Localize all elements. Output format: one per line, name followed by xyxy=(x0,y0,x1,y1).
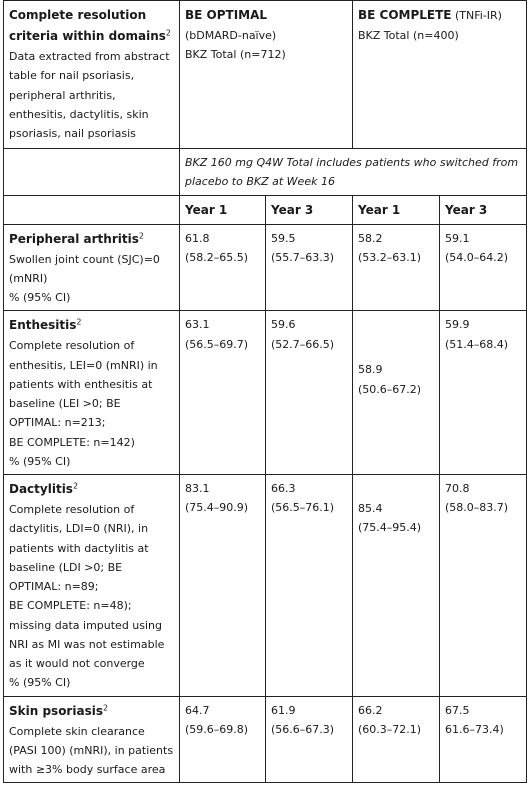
row-title: Skin psoriasis xyxy=(9,703,103,718)
value-ci: (51.4–68.4) xyxy=(445,337,509,351)
year-header: Year 3 xyxy=(440,195,527,224)
row-title-sup: 2 xyxy=(102,702,109,712)
value-ci: (56.5–69.7) xyxy=(185,337,249,351)
row-desc: Complete resolution of dactylitis, LDI=0 (NRI), in patients with dactylitis at baseline (LDI >0; BE OPTIMAL: n=89; xyxy=(9,503,149,593)
criteria-header-cell xyxy=(4,1,180,149)
value: 58.2 xyxy=(358,231,383,245)
value-cell xyxy=(440,224,527,311)
value-ci: (75.4–90.9) xyxy=(185,501,249,515)
note-row xyxy=(4,149,527,196)
year-header-row xyxy=(4,195,527,224)
value-ci: (60.3–72.1) xyxy=(358,722,422,736)
criteria-title-sup: 2 xyxy=(165,28,171,38)
value: 66.2 xyxy=(358,703,383,717)
value-ci: (53.2–63.1) xyxy=(358,250,422,264)
table-row xyxy=(4,475,527,697)
complete-sub: (TNFi-IR) xyxy=(451,9,502,22)
value-cell xyxy=(353,311,440,475)
value-ci: (75.4–95.4) xyxy=(358,521,422,535)
year-empty-cell xyxy=(4,195,180,224)
optimal-header-cell xyxy=(180,1,353,149)
value: 58.9 xyxy=(358,363,383,377)
optimal-title: BE OPTIMAL xyxy=(185,8,268,22)
results-table xyxy=(3,0,527,783)
value: 63.1 xyxy=(185,318,210,332)
value-cell xyxy=(266,224,353,311)
value-cell xyxy=(440,475,527,697)
value-cell xyxy=(440,696,527,783)
value-ci: (54.0–64.2) xyxy=(445,250,509,264)
note-empty-cell xyxy=(4,149,180,196)
value: 70.8 xyxy=(445,482,470,495)
value-cell xyxy=(180,224,266,311)
row-label-cell xyxy=(4,696,180,783)
value-cell xyxy=(180,475,266,697)
value-ci: (52.7–66.5) xyxy=(271,337,335,351)
value: 85.4 xyxy=(358,502,383,515)
optimal-total: BKZ Total (n=712) xyxy=(185,48,286,62)
value-cell xyxy=(353,696,440,783)
value-ci: (58.0–83.7) xyxy=(445,501,509,515)
row-title-sup: 2 xyxy=(138,230,144,240)
value-cell xyxy=(180,696,266,783)
year-header: Year 1 xyxy=(353,195,440,224)
value-ci: (50.6–67.2) xyxy=(358,382,422,396)
complete-title: BE COMPLETE xyxy=(358,8,452,22)
complete-total: BKZ Total (n=400) xyxy=(358,29,459,42)
criteria-title: Complete resolution criteria within domains xyxy=(9,8,166,43)
value: 59.1 xyxy=(445,231,470,245)
value: 59.5 xyxy=(271,231,296,245)
row-title: Enthesitis xyxy=(9,318,77,333)
year-header: Year 1 xyxy=(180,195,266,224)
table-row xyxy=(4,224,527,311)
value-cell xyxy=(266,475,353,697)
value-cell xyxy=(266,696,353,783)
value-ci: 61.6–73.4) xyxy=(445,722,504,736)
value: 59.6 xyxy=(271,318,296,332)
value-ci: (59.6–69.8) xyxy=(185,722,249,736)
value-ci: (58.2–65.5) xyxy=(185,250,249,264)
row-ci-label: % (95% CI) xyxy=(9,676,71,690)
value-ci: (55.7–63.3) xyxy=(271,250,335,264)
value: 61.9 xyxy=(271,703,296,717)
value: 67.5 xyxy=(445,703,470,717)
value: 61.8 xyxy=(185,231,210,245)
row-ci-label: % (95% CI) xyxy=(9,454,71,468)
row-title-sup: 2 xyxy=(72,481,79,491)
header-row xyxy=(4,1,527,149)
row-title-sup: 2 xyxy=(76,317,82,327)
row-desc: Swollen joint count (SJC)=0 (mNRI) xyxy=(9,252,160,285)
value-cell xyxy=(353,224,440,311)
value: 64.7 xyxy=(185,703,210,717)
row-label-cell xyxy=(4,311,180,475)
criteria-note: Data extracted from abstract table for nail psoriasis, peripheral arthritis, enthesitis, dactylitis, skin psoriasis, nail psoriasis xyxy=(9,50,170,140)
row-desc: Complete skin clearance (PASI 100) (mNRI), in patients with ≥3% body surface area xyxy=(9,724,174,776)
note-cell: BKZ 160 mg Q4W Total includes patients who switched from placebo to BKZ at Week 16 xyxy=(180,149,527,196)
value: 66.3 xyxy=(271,482,296,495)
complete-header-cell xyxy=(353,1,527,149)
row-desc2: BE COMPLETE: n=48); missing data imputed using NRI as MI was not estimable as it would not converge xyxy=(9,599,165,670)
value-ci: (56.6–67.3) xyxy=(271,722,335,736)
optimal-sub: (bDMARD-naïve) xyxy=(185,29,277,42)
row-title: Peripheral arthritis xyxy=(9,231,139,246)
table-row xyxy=(4,311,527,475)
year-header: Year 3 xyxy=(266,195,353,224)
row-desc: Complete resolution of enthesitis, LEI=0 (mNRI) in patients with enthesitis at baseline (LEI >0; BE OPTIMAL: n=213; xyxy=(9,339,158,430)
row-label-cell xyxy=(4,475,180,697)
value-ci: (56.5–76.1) xyxy=(271,501,335,515)
row-title: Dactylitis xyxy=(9,482,73,496)
table-row xyxy=(4,696,527,783)
value: 83.1 xyxy=(185,482,210,495)
value: 59.9 xyxy=(445,318,470,332)
value-cell xyxy=(180,311,266,475)
value-cell xyxy=(440,311,527,475)
value-cell xyxy=(266,311,353,475)
row-desc2: BE COMPLETE: n=142) xyxy=(9,435,135,449)
row-ci-label: % (95% CI) xyxy=(9,291,71,304)
row-label-cell xyxy=(4,224,180,311)
value-cell xyxy=(353,475,440,697)
